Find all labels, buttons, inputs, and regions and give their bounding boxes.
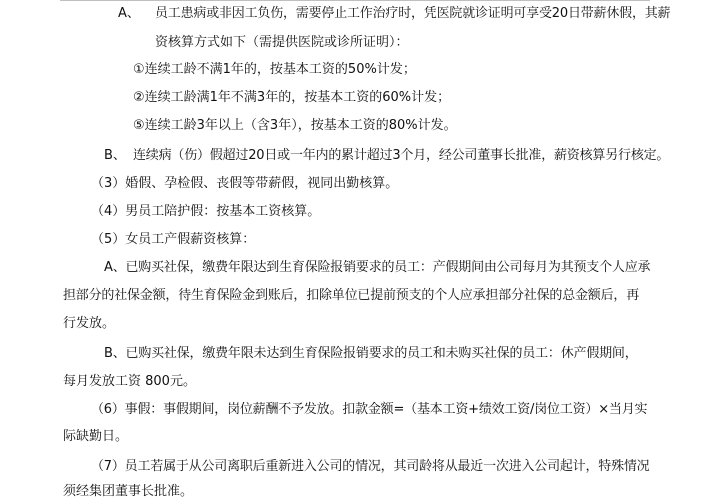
label-b: B、 <box>104 148 126 163</box>
para-b: 连续病（伤）假超过20日或一年内的累计超过3个月，经公司董事长批准，薪资核算另行核定。 <box>133 148 670 163</box>
item-5: （5）女员工产假薪资核算： <box>91 232 256 247</box>
item-6-line-1: （6）事假：事假期间，岗位薪酬不予发放。扣款金额=（基本工资+绩效工资/岗位工资）×当月实 <box>91 402 648 417</box>
list-item-a2: ②连续工龄满1年不满3年的，按基本工资的60%计发； <box>133 90 451 105</box>
list-item-a3: ⑤连续工龄3年以上（含3年），按基本工资的80%计发。 <box>133 118 457 133</box>
item-5a-line-3: 行发放。 <box>63 316 116 331</box>
item-3: （3）婚假、孕检假、丧假等带薪假，视同出勤核算。 <box>91 176 399 191</box>
item-5b-line-2: 每月发放工资 800元。 <box>63 374 196 389</box>
list-item-a1: ①连续工龄不满1年的，按基本工资的50%计发； <box>133 62 416 77</box>
page-top-border <box>60 0 650 1</box>
item-7-line-1: （7）员工若属于从公司离职后重新进入公司的情况，其司龄将从最近一次进入公司起计，特殊情况 <box>91 459 650 474</box>
item-5a-line-2: 担部分的社保金额，待生育保险金到账后，扣除单位已提前预支的个人应承担部分社保的总金额后，再 <box>63 288 640 303</box>
para-a-line-1: 员工患病或非因工负伤，需要停止工作治疗时，凭医院就诊证明可享受20日带薪休假，其薪 <box>155 6 671 21</box>
label-a: A、 <box>118 6 140 21</box>
item-4: （4）男员工陪护假：按基本工资核算。 <box>91 204 321 219</box>
item-5a-line-1: A、已购买社保，缴费年限达到生育保险报销要求的员工：产假期间由公司每月为其预支个人应承 <box>104 260 651 275</box>
item-5b-line-1: B、已购买社保，缴费年限未达到生育保险报销要求的员工和未购买社保的员工：休产假期间， <box>104 346 638 361</box>
item-7-line-2: 须经集团董事长批准。 <box>63 484 194 499</box>
item-6-line-2: 际缺勤日。 <box>63 429 129 444</box>
para-a-line-2: 资核算方式如下（需提供医院或诊所证明）： <box>155 35 409 50</box>
